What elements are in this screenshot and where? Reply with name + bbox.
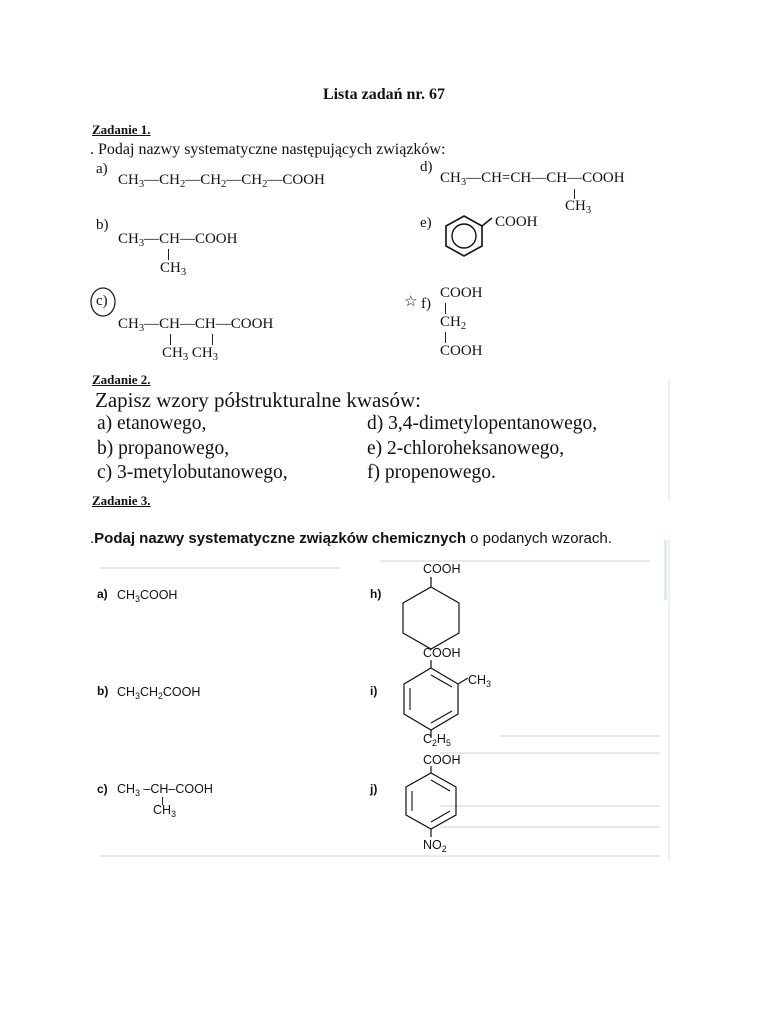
- task2-item-d: d) 3,4-dimetylopentanowego,: [367, 413, 598, 434]
- page-title: Lista zadań nr. 67: [322, 86, 446, 103]
- task3-i-ch3: $CH_3$: [468, 673, 491, 689]
- task3-instruction: .Podaj nazwy systematyczne związków chemicznych o podanych wzorach.: [90, 530, 612, 547]
- faint-line: [500, 735, 660, 737]
- star-icon: ☆: [404, 294, 418, 310]
- task3-a-label: a): [97, 587, 108, 601]
- task2-item-f: f) propenowego.: [367, 462, 496, 483]
- task3-heading: Zadanie 3.: [92, 493, 151, 508]
- task2-heading: Zadanie 2.: [92, 372, 151, 387]
- task2-item-e: e) 2-chloroheksanowego,: [367, 438, 565, 459]
- bond-line: [445, 332, 446, 343]
- task3-a-formula: $CH_3COOH$: [117, 588, 178, 604]
- task3-b-formula: $CH_3CH_2COOH$: [117, 685, 201, 701]
- task3-h-cooh: COOH: [423, 562, 461, 576]
- bond-line: [170, 334, 171, 345]
- task3-c-label: c): [97, 782, 108, 796]
- task1-d-branch: $CH_3$: [565, 198, 592, 216]
- bond-line: [168, 249, 169, 260]
- task1-b-branch: $CH_3$: [160, 260, 187, 278]
- task1-instruction: . Podaj nazwy systematyczne następujących związków:: [90, 141, 446, 158]
- task1-c-formula: $CH_3—CH—CH—COOH$: [118, 316, 274, 334]
- faint-line: [100, 567, 340, 569]
- benzene-ring-icon: [398, 658, 508, 748]
- benzene-ring-icon: [398, 765, 478, 845]
- task3-i-label: i): [370, 684, 378, 698]
- task2-item-c: c) 3-metylobutanowego,: [97, 462, 288, 483]
- scan-artifact: [664, 540, 667, 600]
- task3-j-label: j): [370, 782, 378, 796]
- cooh-group: COOH: [230, 316, 274, 332]
- task3-b-label: b): [97, 684, 109, 698]
- task1-f-label: f): [421, 296, 431, 312]
- task1-d-label: d): [420, 159, 433, 175]
- faint-line: [100, 855, 660, 857]
- cooh-group: COOH: [194, 231, 238, 247]
- task1-c-label: c): [96, 293, 108, 309]
- task3-c-branch: $CH_3$: [153, 803, 176, 819]
- scan-edge: [668, 380, 670, 500]
- task1-e-label: e): [420, 215, 432, 231]
- task1-d-formula: $CH_3—CH=CH—CH—COOH$: [440, 170, 625, 188]
- task1-a-label: a): [96, 161, 108, 177]
- task2-item-a: a) etanowego,: [97, 413, 207, 434]
- task1-f-cooh-top: COOH: [440, 285, 483, 301]
- bond-line: [445, 303, 446, 314]
- task1-f-ch2: $CH_2$: [440, 314, 467, 332]
- task3-j-no2: $NO_2$: [423, 838, 447, 854]
- task2-item-b: b) propanowego,: [97, 438, 230, 459]
- faint-line: [380, 560, 650, 562]
- benzene-ring-icon: [440, 208, 500, 258]
- cooh-group: COOH: [582, 170, 625, 186]
- scan-edge: [668, 540, 670, 860]
- cooh-group: COOH: [282, 172, 325, 188]
- task1-b-formula: $CH_3—CH—COOH$: [118, 231, 238, 249]
- task2-instruction: Zapisz wzory półstrukturalne kwasów:: [95, 388, 422, 412]
- task1-a-formula: $CH_3—CH_2—CH_2—CH_2—COOH$: [118, 172, 325, 190]
- task1-c-branches: $CH_3$ $CH_3$: [162, 345, 218, 363]
- task3-i-cooh: COOH: [423, 646, 461, 660]
- cyclohexane-ring-icon: [398, 575, 478, 655]
- faint-line: [440, 752, 660, 754]
- task1-e-cooh: COOH: [495, 214, 538, 230]
- task1-f-cooh-bottom: COOH: [440, 343, 483, 359]
- task3-c-formula: $CH_3$ –CH–COOH: [117, 782, 213, 798]
- task1-heading: Zadanie 1.: [92, 122, 151, 137]
- task3-i-c2h5: $C_2H_5$: [423, 732, 451, 748]
- task1-b-label: b): [96, 217, 109, 233]
- task3-h-label: h): [370, 587, 382, 601]
- task3-j-cooh: COOH: [423, 753, 461, 767]
- bond-line: [212, 334, 213, 345]
